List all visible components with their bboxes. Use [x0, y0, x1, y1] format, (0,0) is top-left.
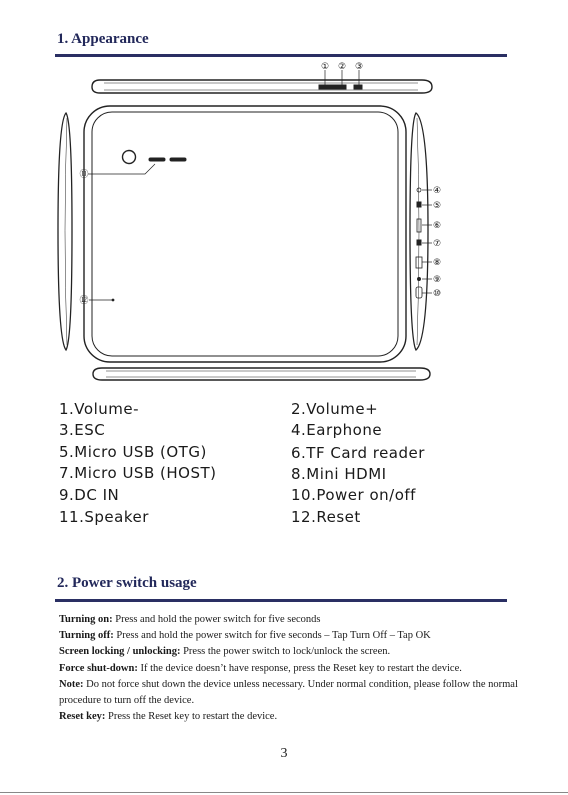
- instruction-text: Do not force shut down the device unless necessary. Under normal condition, please follow the normal procedure to turn off the device.: [59, 678, 518, 707]
- instruction-term: Screen locking / unlocking:: [59, 646, 181, 658]
- part-item: 7.Micro USB (HOST): [59, 464, 217, 482]
- callout-1: ①: [320, 62, 330, 72]
- part-item: 12.Reset: [291, 508, 361, 526]
- section-title-power-switch: 2. Power switch usage: [57, 575, 197, 591]
- callout-5: ⑤: [432, 201, 442, 211]
- callout-7: ⑦: [432, 239, 442, 249]
- power-switch-instructions: [59, 612, 519, 725]
- callout-11: ⑪: [79, 170, 89, 180]
- callout-2: ②: [337, 62, 347, 72]
- instruction-term: Reset key:: [59, 711, 106, 723]
- part-item: 8.Mini HDMI: [291, 465, 387, 483]
- instruction-text: Press the Reset key to restart the device.: [105, 711, 278, 723]
- part-item: 2.Volume+: [291, 400, 379, 418]
- callout-6: ⑥: [432, 221, 442, 231]
- instruction-item: [59, 661, 519, 677]
- instruction-text: Press the power switch to lock/unlock the screen.: [180, 646, 391, 658]
- instruction-item: [59, 644, 519, 660]
- instruction-text: Press and hold the power switch for five seconds – Tap Turn Off – Tap OK: [113, 630, 431, 642]
- instruction-term: Turning on:: [59, 614, 113, 625]
- instruction-item: [59, 612, 519, 628]
- section-rule: [55, 599, 507, 602]
- section-title-appearance: 1. Appearance: [57, 31, 149, 47]
- part-item: 11.Speaker: [59, 508, 149, 526]
- instruction-term: Turning off:: [59, 630, 114, 642]
- callout-3: ③: [354, 62, 364, 72]
- page-bottom-border: [0, 792, 568, 793]
- instruction-item: [59, 628, 519, 644]
- part-item: 3.ESC: [59, 421, 106, 439]
- instruction-text: Press and hold the power switch for five seconds: [112, 614, 321, 625]
- part-item: 10.Power on/off: [291, 486, 416, 504]
- page-number: 3: [280, 746, 288, 761]
- instruction-text: If the device doesn’t have response, press the Reset key to restart the device.: [137, 662, 462, 674]
- part-item: 4.Earphone: [291, 421, 383, 439]
- callout-4: ④: [432, 186, 442, 196]
- instruction-item: [59, 677, 519, 709]
- instruction-term: Note:: [59, 678, 84, 690]
- part-item: 9.DC IN: [59, 486, 120, 504]
- part-item: 1.Volume-: [59, 400, 140, 418]
- callout-10: ⑩: [432, 289, 442, 299]
- callout-8: ⑧: [432, 258, 442, 268]
- callout-12: ⑫: [79, 296, 89, 306]
- callout-9: ⑨: [432, 275, 442, 285]
- part-item: 5.Micro USB (OTG): [59, 443, 207, 461]
- instruction-term: Force shut-down:: [59, 662, 138, 674]
- part-item: 6.TF Card reader: [291, 444, 425, 462]
- instruction-item: [59, 709, 519, 725]
